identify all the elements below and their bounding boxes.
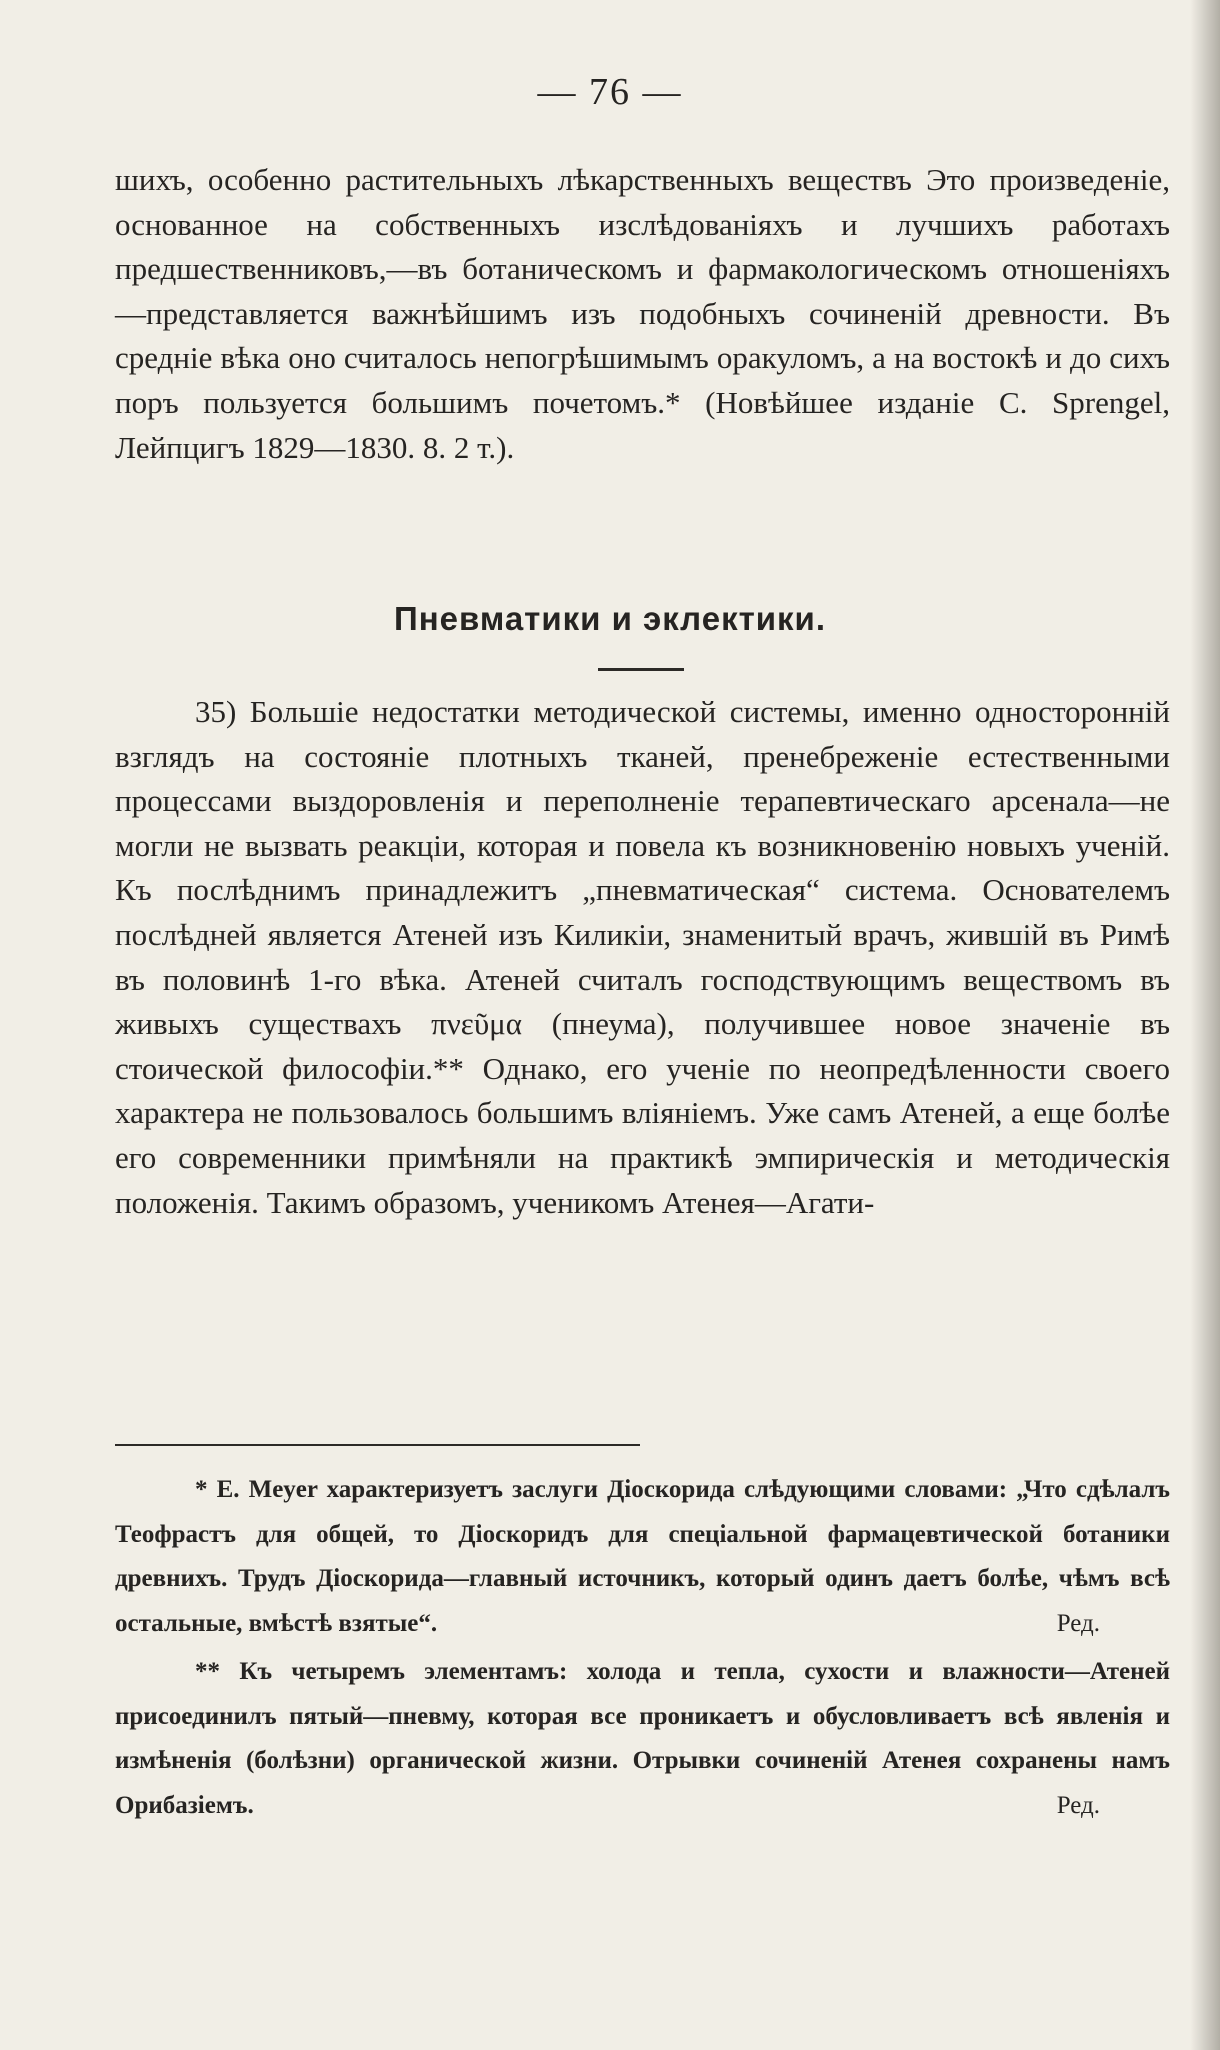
footnote-text: * E. Meyer характеризуетъ заслуги Діоскорида слѣдующими словами: „Что сдѣлалъ Теофрастъ для общей, то Діоскоридъ для спеціальной фармацевтической ботаники древнихъ. Трудъ Діоскорида—главный источникъ, который одинъ даетъ болѣе, чѣмъ всѣ остальные, вмѣстѣ взятые“. <box>115 1476 1170 1637</box>
paragraph-continuation <box>115 158 1170 470</box>
paragraph-text: 35) Большіе недостатки методической системы, именно односторонній взглядъ на состояніе плотныхъ тканей, пренебреженіе естественными процессами выздоровленія и переполненіе терапевтическаго арсенала—не могли не вызвать реакціи, которая и повела къ возникновенію новыхъ ученій. Къ послѣднимъ принадлежитъ „пневматическая“ система. Основателемъ послѣдней является Атеней изъ Киликіи, знаменитый врачъ, жившій въ Римѣ въ половинѣ 1-го вѣка. Атеней считалъ господствующимъ веществомъ въ живыхъ существахъ πνεῦμα (пнеума), получившее новое значеніе въ стоической философіи.** Однако, его ученіе по неопредѣленности своего характера не пользовалось большимъ вліяніемъ. Уже самъ Атеней, а еще болѣе его современники примѣняли на практикѣ эмпирическія и методическія положенія. Такимъ образомъ, ученикомъ Атенея—Агати- <box>115 694 1170 1220</box>
footnote-signature: Ред. <box>1056 1609 1100 1637</box>
footnote-2 <box>115 1650 1170 1828</box>
page-number: — 76 — <box>537 71 683 113</box>
footnote-1 <box>115 1468 1170 1646</box>
footnote-divider <box>115 1444 640 1446</box>
title-underline-rule <box>598 668 684 671</box>
footnote-text: ** Къ четыремъ элементамъ: холода и тепла, сухости и влажности—Атеней присоединилъ пятый—пневму, которая все проникаетъ и обусловливаетъ всѣ явленія и измѣненія (болѣзни) органической жизни. Отрывки сочиненій Атенея сохранены намъ Орибазіемъ. <box>115 1658 1170 1819</box>
page-edge-shadow <box>1190 0 1220 2050</box>
section-title: Пневматики и эклектики. <box>393 600 827 637</box>
paragraph-text: шихъ, особенно растительныхъ лѣкарственныхъ веществъ Это произведеніе, основанное на собственныхъ изслѣдованіяхъ и лучшихъ работахъ предшественниковъ,—въ ботаническомъ и фармакологическомъ отношеніяхъ—представляется важнѣйшимъ изъ подобныхъ сочиненій древности. Въ средніе вѣка оно считалось непогрѣшимымъ оракуломъ, а на востокѣ и до сихъ поръ пользуется большимъ почетомъ.* (Новѣйшее изданіе C. Sprengel, Лейпцигъ 1829—1830. 8. 2 т.). <box>115 162 1170 465</box>
footnotes <box>115 1468 1170 1832</box>
paragraph-35 <box>115 690 1170 1225</box>
footnote-signature: Ред. <box>1056 1791 1100 1819</box>
